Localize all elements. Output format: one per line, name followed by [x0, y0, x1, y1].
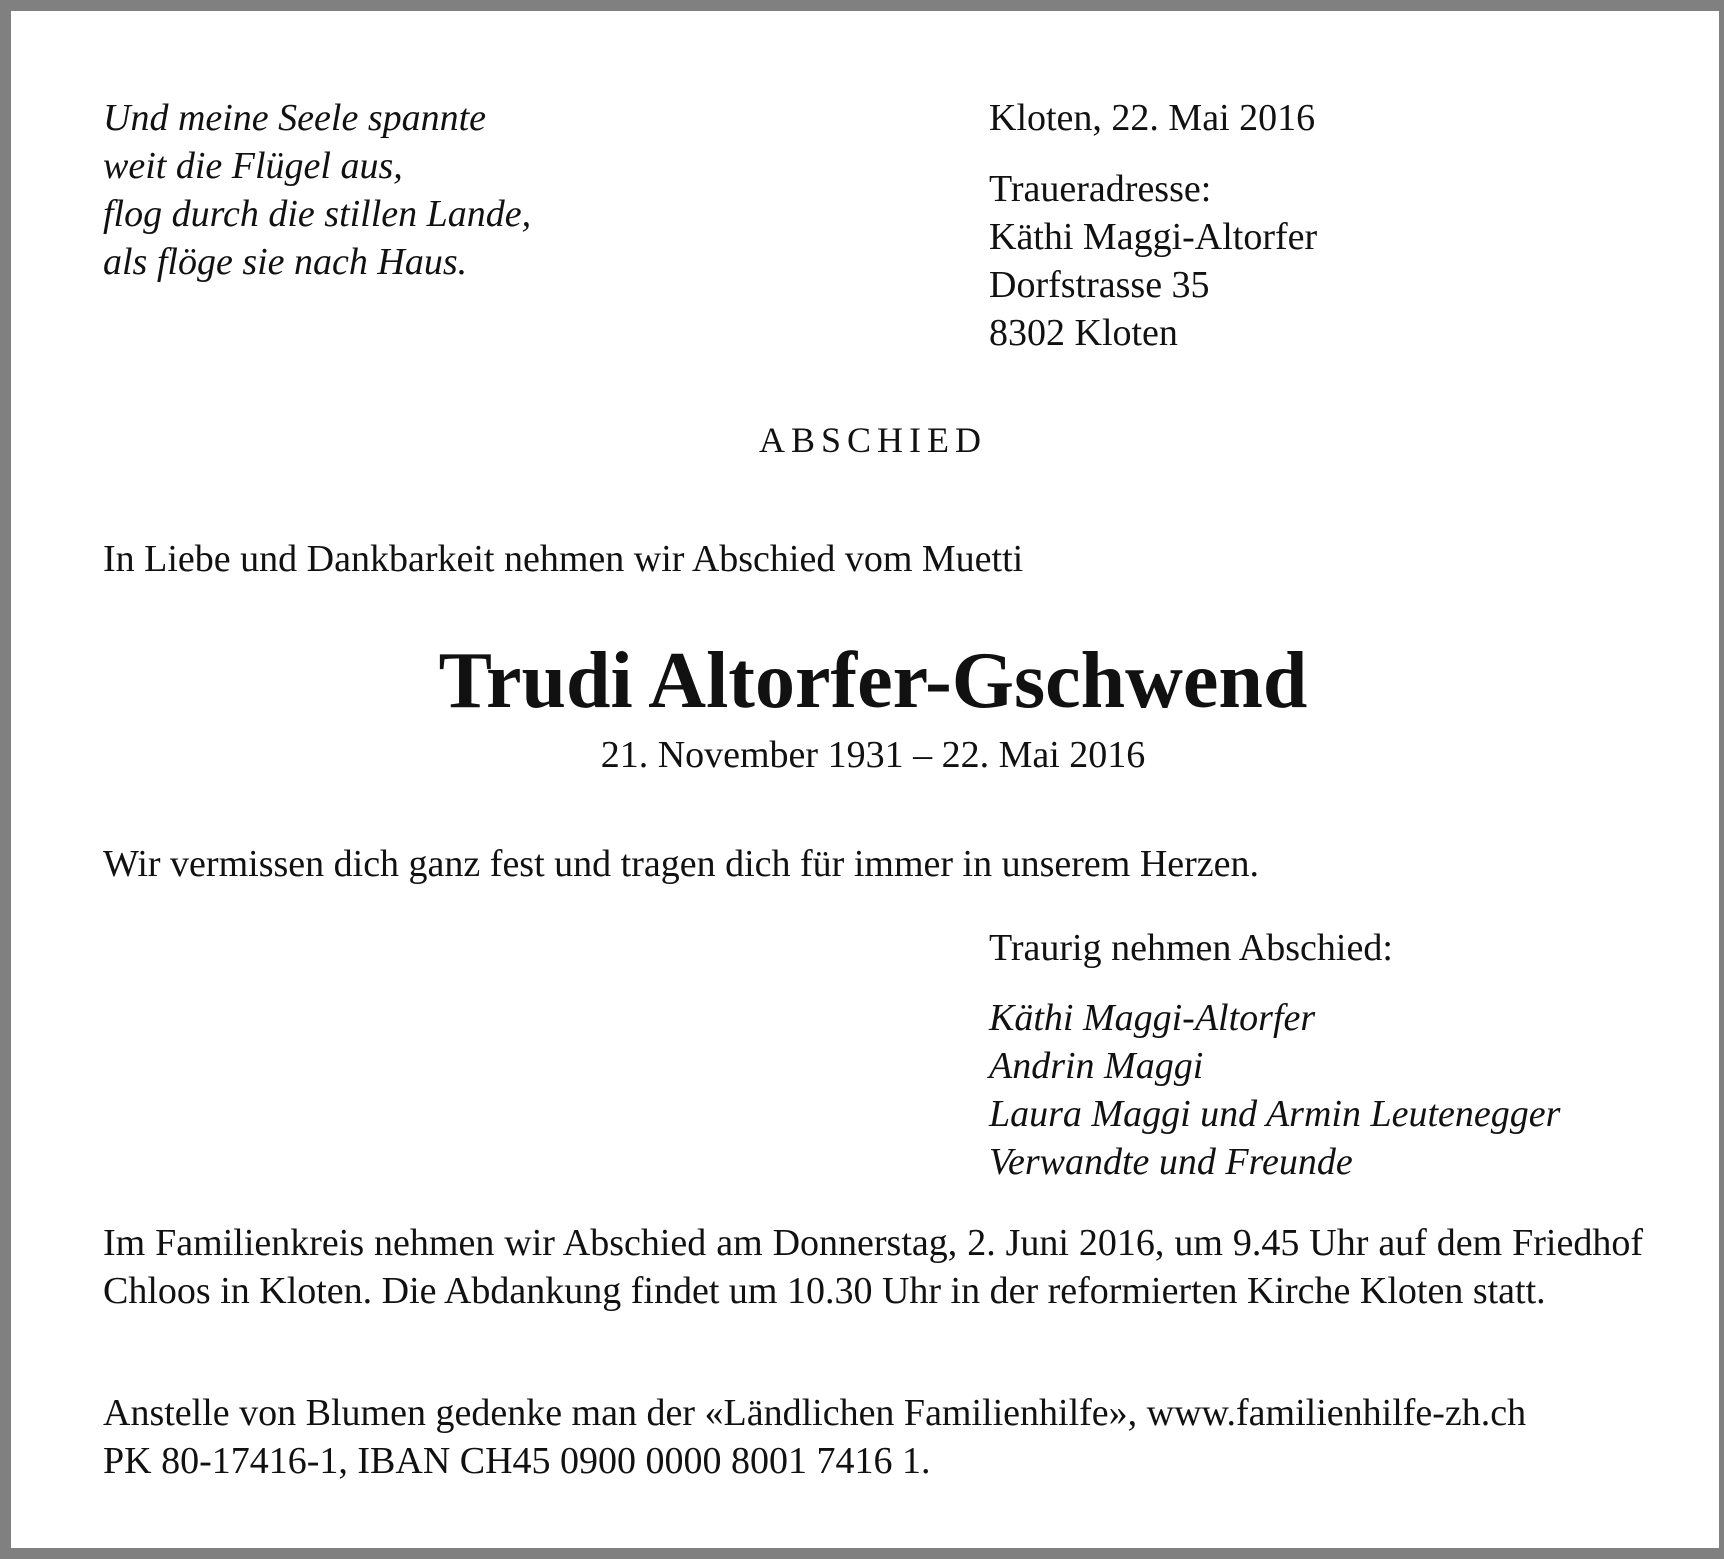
poem-line: Und meine Seele spannte: [103, 97, 487, 139]
address-line: Käthi Maggi-Altorfer: [989, 216, 1318, 258]
address-line: Dorfstrasse 35: [989, 264, 1210, 306]
donation-line: Anstelle von Blumen gedenke man der «Ländlichen Familienhilfe», www.familienhilfe-zh.ch: [103, 1392, 1527, 1434]
poem: [103, 94, 531, 286]
poem-line: als flöge sie nach Haus.: [103, 241, 468, 283]
ceremony-info: Im Familienkreis nehmen wir Abschied am Donnerstag, 2. Juni 2016, um 9.45 Uhr auf dem Friedhof Chloos in Kloten. Die Abdankung findet um 10.30 Uhr in der reformierten Kirche Kloten statt.: [103, 1222, 1643, 1312]
mourning-address: [989, 165, 1317, 357]
life-dates: 21. November 1931 – 22. Mai 2016: [600, 734, 1146, 776]
mourner-name: Andrin Maggi: [989, 1045, 1204, 1087]
memory-text: Wir vermissen dich ganz fest und tragen dich für immer in unserem Herzen.: [103, 843, 1260, 885]
mourner-name: Verwandte und Freunde: [989, 1141, 1353, 1183]
address-line: 8302 Kloten: [989, 312, 1178, 354]
notice-heading: ABSCHIED: [758, 420, 988, 460]
donation-line: PK 80-17416-1, IBAN CH45 0900 0000 8001 7416 1.: [103, 1440, 931, 1482]
place-date: Kloten, 22. Mai 2016: [989, 97, 1316, 139]
mourners-heading: Traurig nehmen Abschied:: [989, 927, 1393, 969]
donation-info: [103, 1389, 1526, 1485]
mourner-name: Käthi Maggi-Altorfer: [989, 997, 1316, 1039]
poem-line: weit die Flügel aus,: [103, 145, 403, 187]
mourners-list: [989, 994, 1560, 1186]
poem-line: flog durch die stillen Lande,: [103, 193, 532, 235]
mourner-name: Laura Maggi und Armin Leutenegger: [989, 1093, 1561, 1135]
deceased-name: Trudi Altorfer-Gschwend: [438, 637, 1308, 725]
address-label: Traueradresse:: [989, 168, 1212, 210]
intro-text: In Liebe und Dankbarkeit nehmen wir Abschied vom Muetti: [103, 538, 1024, 580]
